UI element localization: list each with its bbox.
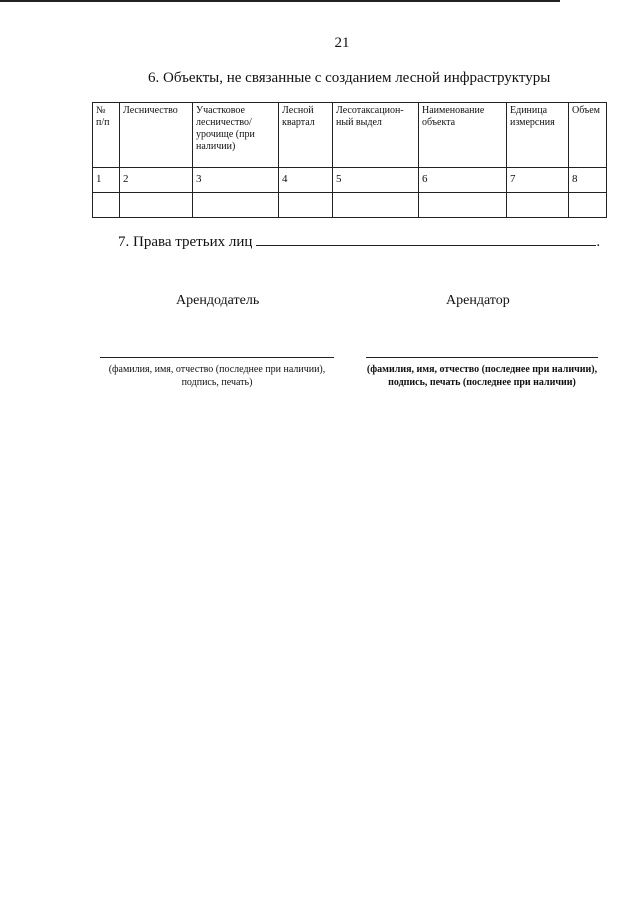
lessee-signature-line — [366, 357, 598, 358]
header-unit: Единица измерсния — [507, 103, 569, 168]
header-district-forestry: Участковое лесничество/ урочище (при наличии) — [193, 103, 279, 168]
lessor-title: Арендодатель — [176, 293, 260, 308]
section-7-third-party-rights — [118, 231, 600, 251]
table-row — [93, 168, 607, 193]
table-row — [93, 193, 607, 218]
table-cell: 8 — [569, 168, 607, 193]
table-cell: 6 — [419, 168, 507, 193]
table-cell — [120, 193, 193, 218]
table-cell — [333, 193, 419, 218]
lessor-signature-line — [100, 357, 334, 358]
table-cell: 2 — [120, 168, 193, 193]
table-cell — [569, 193, 607, 218]
table-cell: 7 — [507, 168, 569, 193]
table-cell: 3 — [193, 168, 279, 193]
header-object-name: Наименование объекта — [419, 103, 507, 168]
fill-in-line — [256, 231, 596, 246]
table-cell — [507, 193, 569, 218]
header-forest-quarter: Лесной квартал — [279, 103, 333, 168]
objects-table — [92, 102, 607, 218]
lessee-title: Арендатор — [446, 293, 510, 308]
header-volume: Объем — [569, 103, 607, 168]
header-row-number: № п/п — [93, 103, 120, 168]
header-forestry: Лесничество — [120, 103, 193, 168]
table-cell: 1 — [93, 168, 120, 193]
page-number: 21 — [334, 35, 350, 51]
table-cell: 4 — [279, 168, 333, 193]
section-7-period: . — [596, 234, 601, 250]
table-header-row — [93, 103, 607, 168]
top-border-line — [0, 0, 560, 2]
table-cell — [93, 193, 120, 218]
table-cell: 5 — [333, 168, 419, 193]
header-taxation-plot: Лесотаксацион-ный выдел — [333, 103, 419, 168]
section-6-title: 6. Объекты, не связанные с созданием лесной инфраструктуры — [148, 70, 551, 86]
table-cell — [419, 193, 507, 218]
lessee-signature-caption: (фамилия, имя, отчество (последнее при наличии), подпись, печать (последнее при наличии) — [366, 364, 598, 388]
table-cell — [193, 193, 279, 218]
table-cell — [279, 193, 333, 218]
lessor-signature-caption: (фамилия, имя, отчество (последнее при наличии), подпись, печать) — [108, 364, 326, 388]
section-7-label: 7. Права третьих лиц — [118, 234, 253, 250]
